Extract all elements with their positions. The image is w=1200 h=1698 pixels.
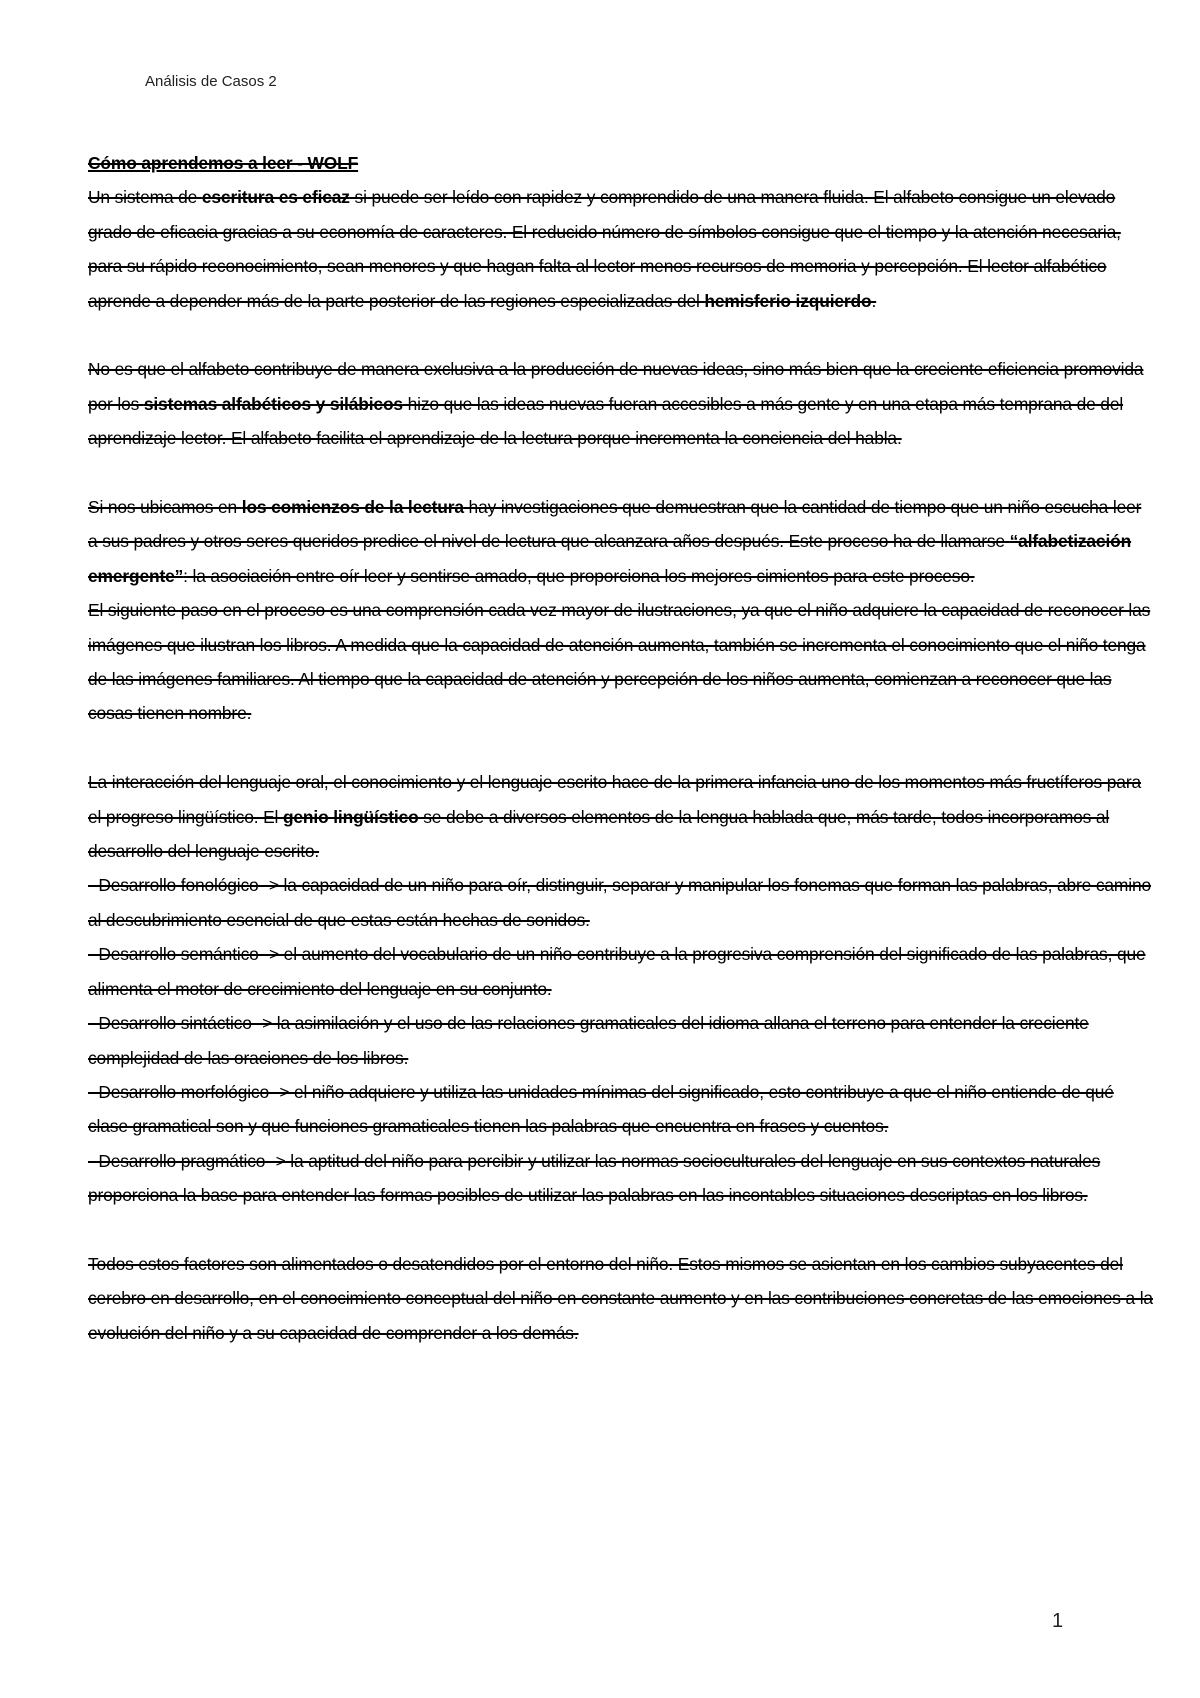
text-run: La interacción del lenguaje oral, el conocimiento y el lenguaje escrito hace de la primera infancia uno de los momentos más fructíferos para el progreso lingüístico. El bbox=[88, 772, 1141, 827]
text-run: se debe a diversos elementos de la lengua hablada que, más tarde, todos incorporamos al desarrollo del lenguaje escrito. bbox=[88, 806, 1110, 862]
text-run: hay investigaciones que demuestran que la cantidad de tiempo que un niño escucha leer a sus padres y otros seres queridos predice el nivel de lectura que alcanzara años después. Este proceso ha de llamarse bbox=[88, 497, 1142, 552]
paragraph-spacer bbox=[88, 318, 1153, 352]
text-run: Un sistema de bbox=[88, 187, 202, 208]
section-title: Cómo aprendemos a leer - WOLF bbox=[88, 153, 359, 173]
paragraph-4: El siguiente paso en el proceso es una comprensión cada vez mayor de ilustraciones, ya que el niño adquiere la capacidad de reconocer las imágenes que ilustran los libros. A medida que la capacidad de atención aumenta, también se incrementa el conocimiento que el niño tenga de las imágenes familiares. Al tiempo que la capacidad de atención y percepción de los niños aumenta, comienzan a reconocer que las cosas tienen nombre. bbox=[88, 600, 1151, 724]
list-item-morfologico: - Desarrollo morfológico -> el niño adquiere y utiliza las unidades mínimas del significado, esto contribuye a que el niño entiende de qué clase gramatical son y que funciones gramaticales tienen las palabras que encuentra en frases y cuentos. bbox=[88, 1081, 1114, 1137]
list-item-semantico: - Desarrollo semántico -> el aumento del vocabulario de un niño contribuye a la progresiva comprensión del significado de las palabras, que alimenta el motor de crecimiento del lenguaje en su conjunto. bbox=[88, 944, 1146, 999]
document-body bbox=[88, 146, 1153, 1350]
paragraph-6: Todos estos factores son alimentados o desatendidos por el entorno del niño. Estos mismos se asientan en los cambios subyacentes del cerebro en desarrollo, en el conocimiento conceptual del niño en constante aumento y en las contribuciones concretas de las emociones a la evolución del niño y a su capacidad de comprender a los demás. bbox=[88, 1253, 1153, 1343]
list-item-sintactico: - Desarrollo sintáctico -> la asimilación y el uso de las relaciones gramaticales del idioma allana el terreno para entender la creciente complejidad de las oraciones de los libros. bbox=[88, 1013, 1089, 1068]
text-run: . bbox=[871, 290, 877, 311]
paragraph-spacer bbox=[88, 731, 1153, 765]
page-header: Análisis de Casos 2 bbox=[145, 73, 277, 90]
bold-term: los comienzos de la lectura bbox=[241, 497, 464, 518]
paragraph-spacer bbox=[88, 1213, 1153, 1247]
paragraph-3 bbox=[88, 490, 1153, 593]
bold-term: sistemas alfabéticos y silábicos bbox=[143, 393, 403, 414]
list-item-pragmatico: - Desarrollo pragmático -> la aptitud del niño para percibir y utilizar las normas socioculturales del lenguaje en sus contextos naturales proporciona la base para entender las formas posibles de utilizar las palabras en las incontables situaciones descriptas en los libros. bbox=[88, 1150, 1101, 1206]
page-number: 1 bbox=[1052, 1610, 1064, 1632]
text-run: Si nos ubicamos en bbox=[88, 497, 242, 518]
text-run: hizo que las ideas nuevas fueran accesibles a más gente y en una etapa más temprana de del aprendizaje lector. El alfabeto facilita el aprendizaje de la lectura porque incrementa la conciencia del habla. bbox=[88, 393, 1124, 449]
bold-term: “alfabetización emergente” bbox=[88, 531, 1132, 586]
paragraph-2 bbox=[88, 352, 1153, 455]
bold-term: hemisferio izquierdo bbox=[704, 290, 872, 311]
list-item-fonologico: - Desarrollo fonológico -> la capacidad de un niño para oír, distinguir, separar y manipular los fonemas que forman las palabras, abre camino al descubrimiento esencial de que estas están hechas de sonidos. bbox=[88, 875, 1151, 930]
bold-term: genio lingüístico bbox=[282, 806, 419, 827]
bold-term: escritura es eficaz bbox=[201, 187, 350, 208]
paragraph-5 bbox=[88, 765, 1153, 868]
text-run: : la asociación entre oír leer y sentirse amado, que proporciona los mejores cimientos para este proceso. bbox=[183, 565, 975, 586]
paragraph-1 bbox=[88, 180, 1153, 318]
text-run: si puede ser leído con rapidez y comprendido de una manera fluida. El alfabeto consigue un elevado grado de eficacia gracias a su economía de caracteres. El reducido número de símbolos consigue que el tiempo y la atención necesaria, para su rápido reconocimiento, sean menores y que hagan falta al lector menos recursos de memoria y percepción. El lector alfabético aprende a depender más de la parte posterior de las regiones especializadas del bbox=[88, 187, 1121, 311]
paragraph-spacer bbox=[88, 456, 1153, 490]
text-run: No es que el alfabeto contribuye de manera exclusiva a la producción de nuevas ideas, sino más bien que la creciente eficiencia promovida por los bbox=[88, 359, 1144, 414]
